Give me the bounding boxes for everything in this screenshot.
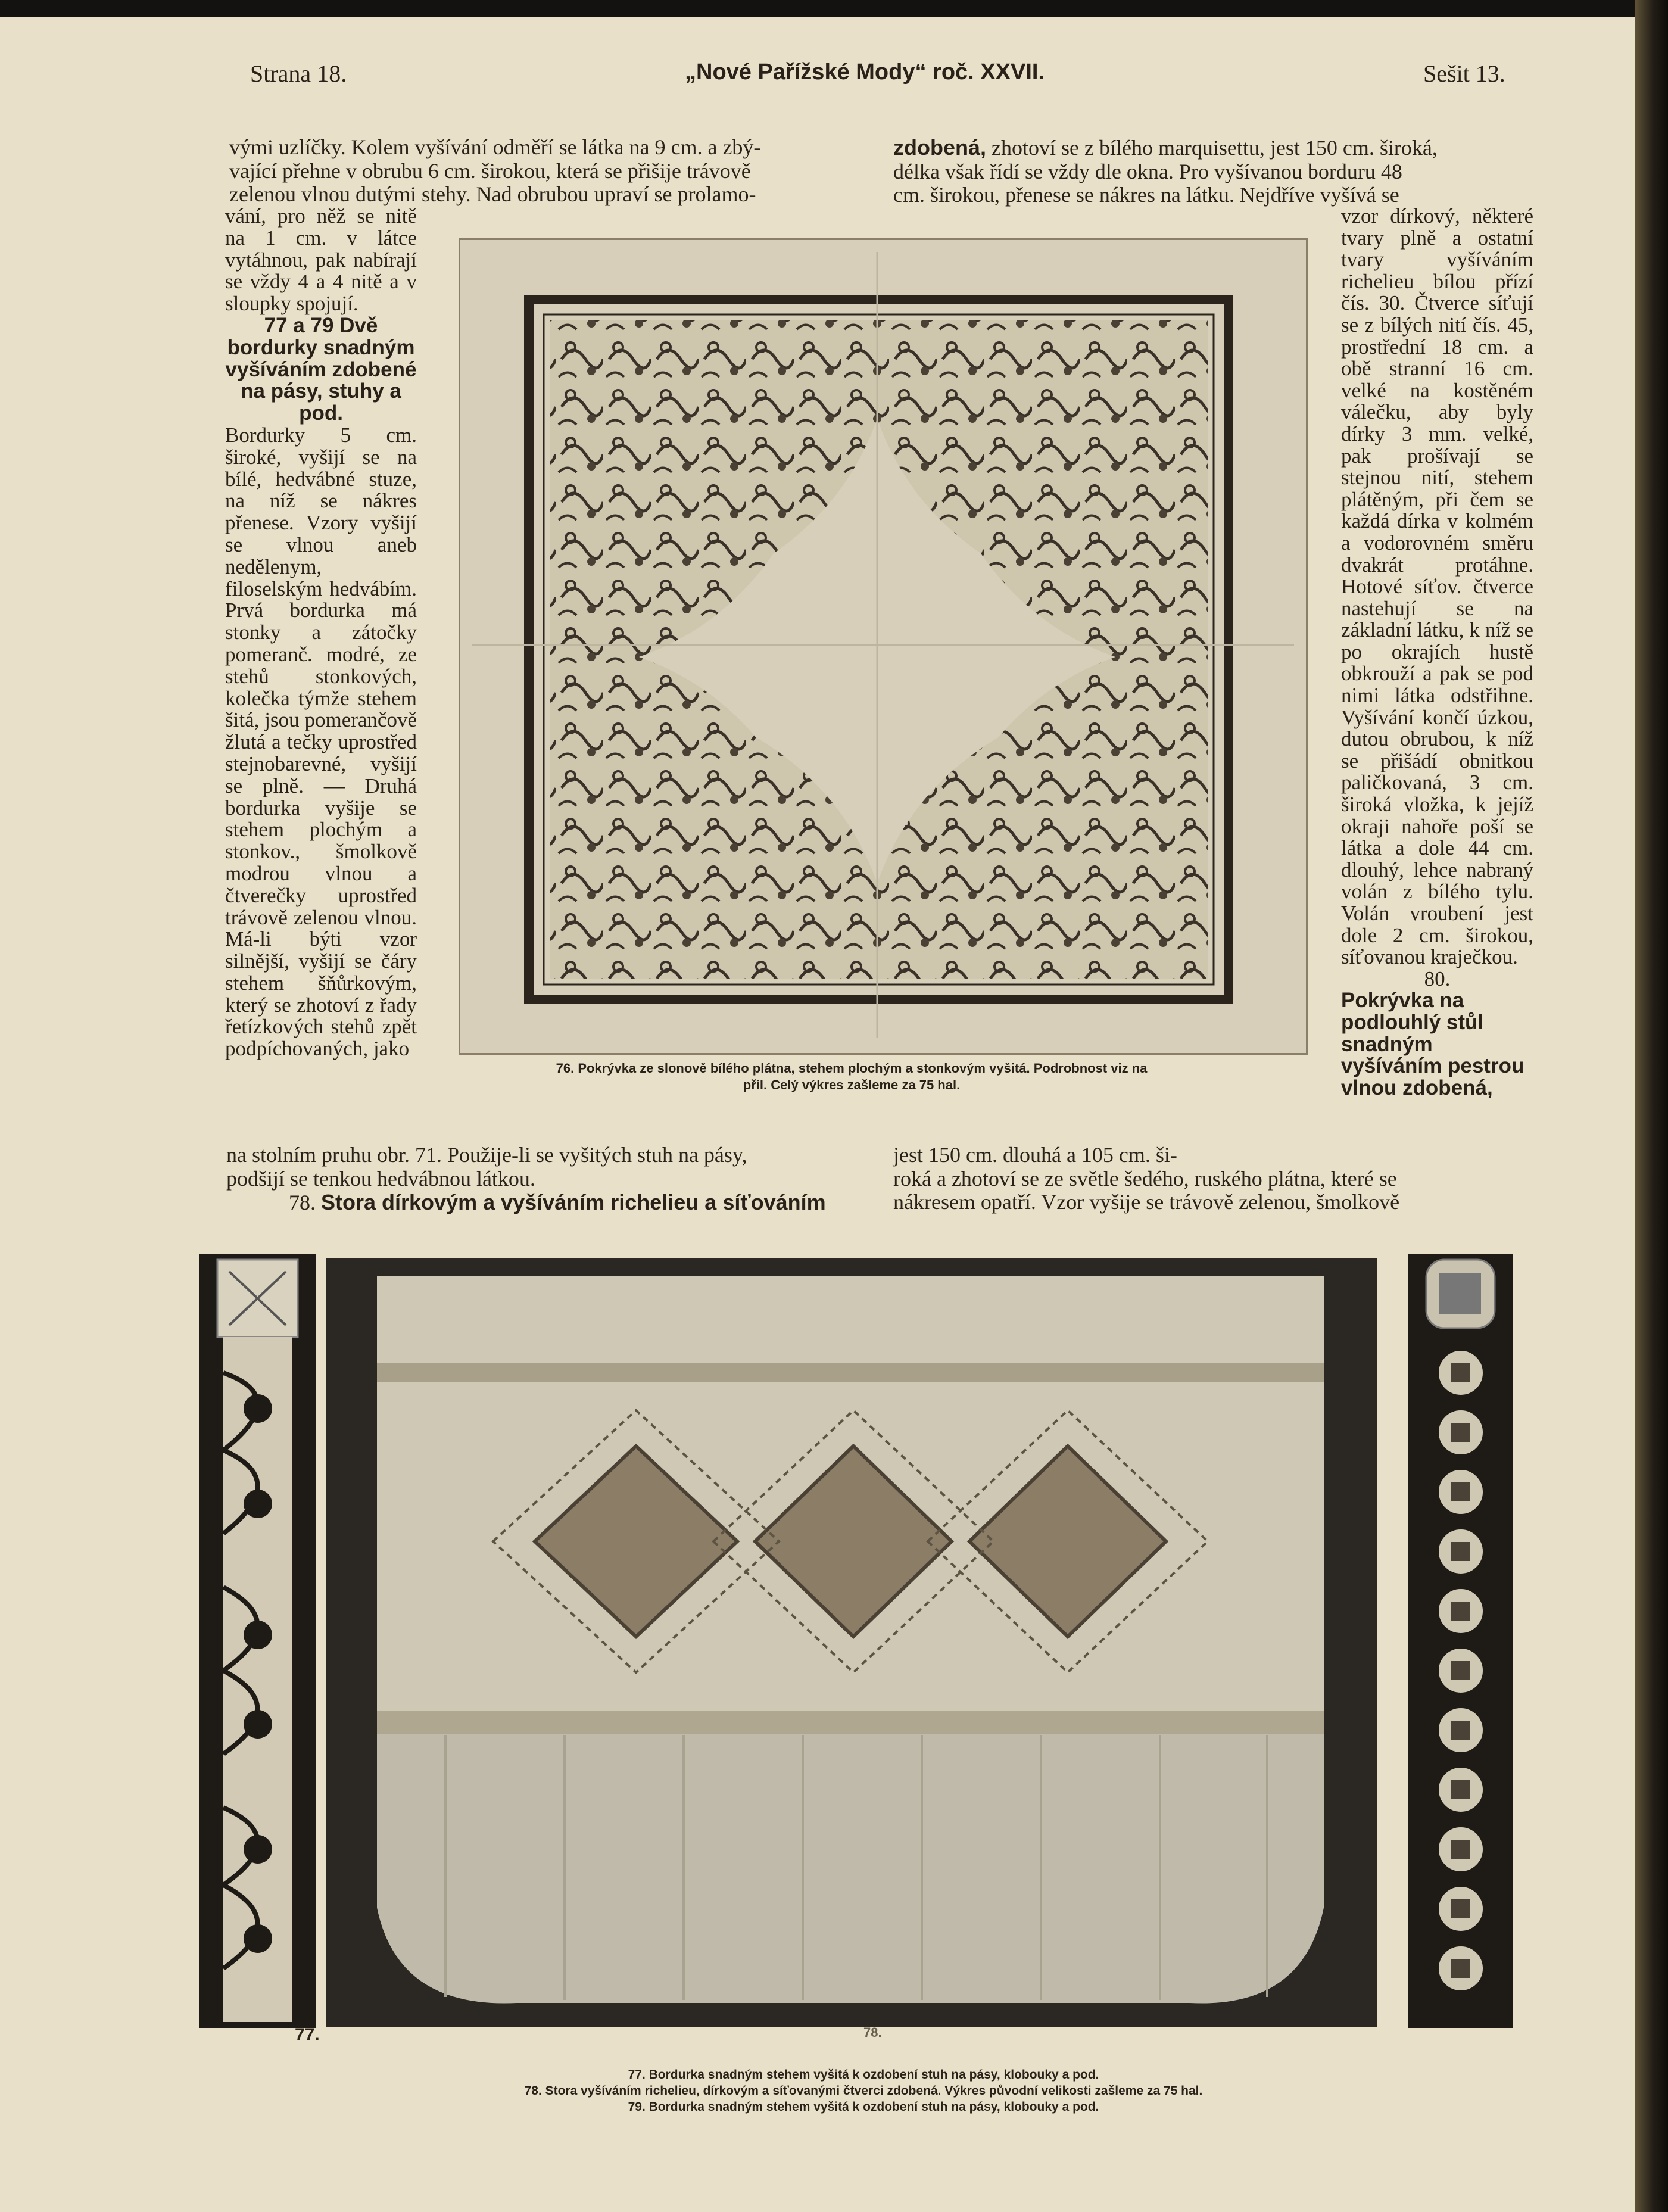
figure-79-border-strip xyxy=(1408,1254,1513,2028)
section-heading: 77 a 79 Dvě bordurky snadným vyšíváním zdobené na pásy, stuhy a pod. xyxy=(225,313,417,425)
heading-tail: zdobená, xyxy=(893,135,987,160)
border-strip-79-illustration xyxy=(1408,1254,1513,2028)
figure-76-tablecloth xyxy=(459,238,1308,1055)
section-number: 78. xyxy=(289,1191,316,1214)
text-line: zelenou vlnou dutými stehy. Nad obrubou upraví se prolamo- xyxy=(229,182,756,206)
left-column-bottom xyxy=(226,1144,863,1215)
section-heading: Pokrývka na podlouhlý stůl snadným vyšíváním pestrou vlnou zdobená, xyxy=(1341,989,1524,1099)
bottom-caption xyxy=(357,2067,1370,2115)
caption-line: 78. Stora vyšíváním richelieu, dírkovým a síťovanými čtverci zdobená. Výkres původní velikosti zašleme za 75 hal. xyxy=(524,2084,1203,2098)
text-line: roká a zhotoví se ze světle šedého, ruského plátna, které se xyxy=(893,1166,1397,1191)
figure-77-label: 77. xyxy=(295,2025,320,2045)
caption-line: 79. Bordurka snadným stehem vyšitá k ozdobení stuh na pásy, klobouky a pod. xyxy=(628,2100,1099,2114)
page-number: Strana 18. xyxy=(250,60,347,87)
caption-line: 76. Pokrývka ze slonově bílého plátna, stehem plochým a stonkovým vyšitá. Podrobnost viz na xyxy=(556,1061,1148,1076)
left-column-narrow xyxy=(225,205,417,1060)
text-line: vými uzlíčky. Kolem vyšívání odměří se látka na 9 cm. a zbý- xyxy=(229,135,761,159)
border-strip-77-illustration xyxy=(199,1254,316,2028)
paragraph: Bordurky 5 cm. široké, vyšijí se na bílé, hedvábné stuze, na níž se nákres přenese. Vzory vyšijí se vlnou aneb nedělenym, filoselským hedvábím. Prvá bordurka má stonky a zátočky pomeranč. modré, ze stehů stonkových, kolečka týmže stehem šitá, jsou pomerančově žlutá a tečky uprostřed stejnobarevné, vyšijí se plně. — Druhá bordurka vyšije se stehem plochým a stonkov., šmolkově modrou vlnou a čtverečky uprostřed trávově zelenou vlnou. Má-li býti vzor silnější, vyšijí se čáry stehem šňůrkovým, který se zhotoví z řady řetízkových stehů zpět podpíchovaných, jako xyxy=(225,423,417,1061)
right-column-bottom xyxy=(893,1144,1533,1214)
text-line: délka však řídí se vždy dle okna. Pro vyšívanou borduru 48 xyxy=(893,159,1402,183)
left-column-top xyxy=(229,136,858,207)
text-line: jest 150 cm. dlouhá a 105 cm. ši- xyxy=(893,1143,1177,1167)
text-line: na stolním pruhu obr. 71. Použije-li se vyšitých stuh na pásy, xyxy=(226,1143,747,1167)
right-column-top xyxy=(893,136,1533,207)
figure-78-curtain-photo xyxy=(326,1258,1377,2027)
caption-line: 77. Bordurka snadným stehem vyšitá k ozdobení stuh na pásy, klobouky a pod. xyxy=(628,2068,1099,2082)
figure-78-label: 78. xyxy=(863,2025,882,2040)
figure-77-border-strip xyxy=(199,1254,316,2028)
text-line: vající přehne v obrubu 6 cm. širokou, která se přišije trávově xyxy=(229,158,751,183)
paragraph: vzor dírkový, některé tvary plně a ostatní tvary vyšíváním richelieu bílou přízí čís. 30. Čtverce síťují se z bílých nití čís. 45, prostřední 18 cm. a obě stranní 16 cm. velké na kostěném válečku, aby byly dírky 3 mm. velké, pak prošívají se stejnou nití, stehem plátěným, při čem se každá dírka v kolmém a vodorovném směru dvakrát protáhne. Hotové síťov. čtverce nastehují se na základní látku, k níž se po okrajích hustě obkrouží a pak se pod nimi látka odstřihne. Vyšívání končí úzkou, dutou obrubou, k níž se přišádí obnitkou paličkovaná, 3 cm. široká vložka, k jejíž okraji nahoře poší se látka a dole 44 cm. dlouhý, lehce nabraný volán z bílého tylu. Volán vroubení jest dole 2 cm. širokou, síťovanou kraječkou. xyxy=(1341,204,1533,969)
curtain-illustration xyxy=(326,1258,1377,2027)
section-heading: Stora dírkovým a vyšíváním richelieu a síťováním xyxy=(321,1190,826,1214)
text-line: cm. širokou, přenese se nákres na látku. Nejdříve vyšívá se xyxy=(893,183,1399,207)
right-column-narrow xyxy=(1341,205,1533,1099)
text-line: podšijí se tenkou hedvábnou látkou. xyxy=(226,1166,535,1191)
text-line: nákresem opatří. Vzor vyšije se trávově zelenou, šmolkově xyxy=(893,1190,1400,1214)
scan-edge-right xyxy=(1635,0,1668,2212)
caption-line: přil. Celý výkres zašleme za 75 hal. xyxy=(743,1077,961,1092)
text-line: zhotoví se z bílého marquisettu, jest 150 cm. široká, xyxy=(992,136,1438,160)
section-number: 80. xyxy=(1424,967,1451,990)
scan-edge-top xyxy=(0,0,1668,17)
tablecloth-illustration xyxy=(460,240,1306,1053)
magazine-title: „Nové Pařížské Mody“ roč. XXVII. xyxy=(685,60,1045,85)
issue-number: Sešit 13. xyxy=(1423,60,1505,87)
figure-76-caption xyxy=(464,1060,1239,1093)
paragraph: vání, pro něž se nitě na 1 cm. v látce vytáhnou, pak nabírají se vždy 4 a 4 nitě a v sloupky spojují. xyxy=(225,204,417,316)
